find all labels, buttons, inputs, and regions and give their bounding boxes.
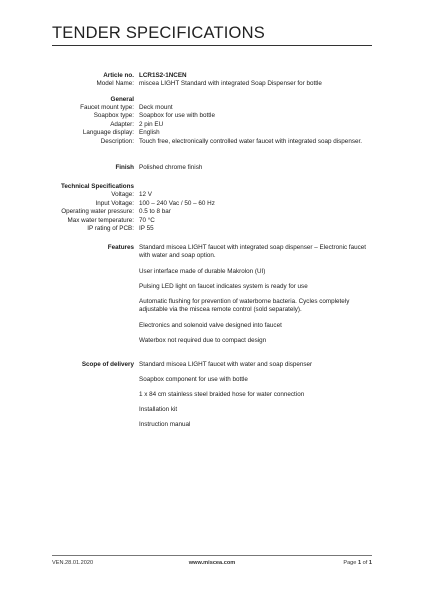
- feature-item: Automatic flushing for prevention of waterborne bacteria. Cycles completely adjustable via the miscea remote control (sold separately).: [139, 298, 350, 314]
- technical-value: 100 – 240 Vac / 50 – 60 Hz: [139, 199, 215, 207]
- general-label: Language display:: [82, 129, 134, 137]
- footer-website-link[interactable]: www.miscea.com: [188, 560, 236, 566]
- footer-divider: [52, 555, 372, 556]
- general-value: 2 pin EU: [139, 120, 164, 128]
- general-heading: General: [110, 96, 134, 103]
- technical-value: IP 55: [139, 225, 154, 232]
- general-label: Description:: [100, 137, 134, 145]
- technical-heading: Technical Specifications: [60, 183, 134, 190]
- finish-label: Finish: [115, 164, 134, 171]
- scope-label: Scope of delivery: [81, 361, 134, 368]
- footer-version: VEN.28.01.2020: [52, 560, 94, 566]
- feature-item: Waterbox not required due to compact design: [139, 337, 267, 344]
- general-label: Soapbox type:: [93, 112, 134, 120]
- footer-page-number: [343, 560, 372, 566]
- features-label: Features: [107, 244, 134, 251]
- page-title: TENDER SPECIFICATIONS: [52, 24, 265, 42]
- page-current: 1: [357, 560, 362, 566]
- technical-value: 0.5 to 8 bar: [139, 208, 171, 216]
- article-label: Article no.: [103, 72, 134, 79]
- technical-label: Input Voltage:: [95, 199, 134, 207]
- feature-item: Pulsing LED light on faucet indicates system is ready for use: [139, 283, 308, 290]
- technical-label: Max water temperature:: [67, 216, 134, 224]
- technical-label: IP rating of PCB:: [87, 225, 134, 232]
- scope-item: 1 x 84 cm stainless steel braided hose for water connection: [139, 391, 305, 398]
- technical-value: 70 °C: [139, 216, 155, 224]
- title-divider: [52, 45, 372, 46]
- general-value: English: [139, 129, 160, 137]
- general-label: Adapter:: [110, 120, 134, 128]
- feature-item: Electronics and solenoid valve designed into faucet: [139, 322, 282, 329]
- scope-item: Standard miscea LIGHT faucet with water and soap dispenser: [139, 361, 313, 368]
- technical-label: Voltage:: [111, 191, 134, 199]
- article-value: LCR1S2-1NCEN: [139, 72, 187, 79]
- general-label: Faucet mount type:: [80, 104, 134, 111]
- feature-item: Standard miscea LIGHT faucet with integrated soap dispenser – Electronic faucet with water and soap option.: [139, 244, 367, 260]
- general-value: Touch free, electronically controlled water faucet with integrated soap dispenser.: [139, 137, 362, 145]
- technical-label: Operating water pressure:: [61, 208, 134, 216]
- page-total: 1: [368, 560, 372, 566]
- general-value: Deck mount: [139, 104, 173, 111]
- model-value: miscea LIGHT Standard with integrated Soap Dispenser for bottle: [139, 80, 322, 87]
- feature-item: User interface made of durable Makrolon (UI): [139, 268, 266, 275]
- model-label: Model Name:: [96, 80, 134, 87]
- general-value: Soapbox for use with bottle: [139, 112, 215, 120]
- page-prefix: Page: [343, 560, 358, 566]
- technical-value: 12 V: [139, 191, 152, 199]
- finish-value: Polished chrome finish: [139, 164, 203, 171]
- scope-item: Instruction manual: [139, 421, 191, 428]
- page-of: of: [361, 560, 369, 566]
- scope-item: Installation kit: [139, 406, 178, 413]
- scope-item: Soapbox component for use with bottle: [139, 376, 248, 383]
